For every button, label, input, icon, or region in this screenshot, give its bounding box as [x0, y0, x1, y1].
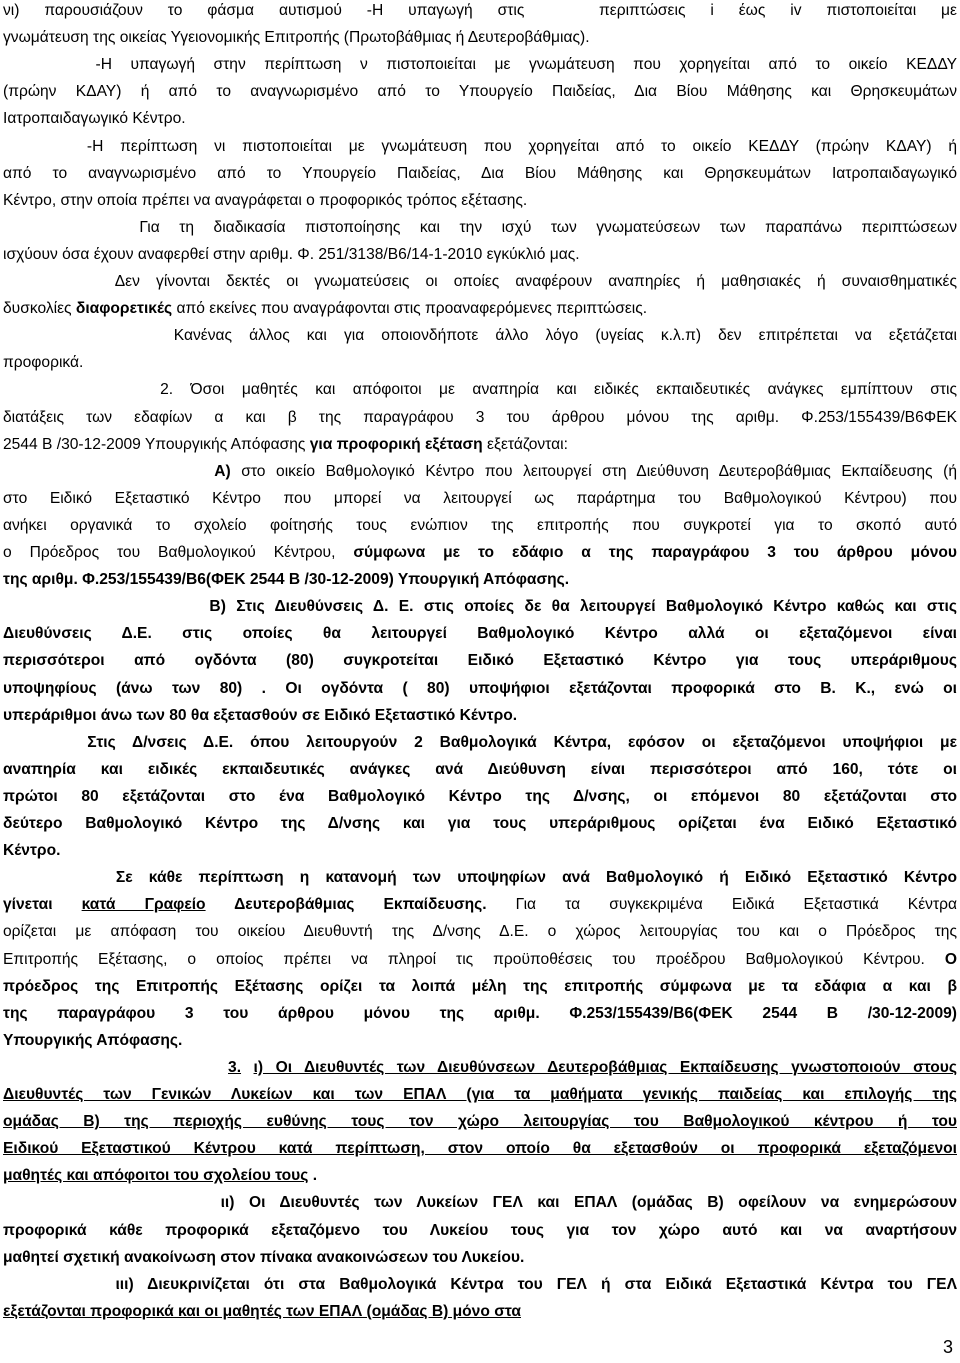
text-run: -Η υπαγωγή στην περίπτωση ν πιστοποιείται με γνωμάτευση που χορηγείται από το οικείο ΚΕΔΔΥ — [3, 56, 957, 74]
text-line — [3, 759, 957, 781]
text-run: κατά Γραφείο — [81, 896, 206, 914]
text-line — [3, 136, 957, 158]
text-line — [3, 786, 957, 808]
text-line — [3, 1220, 957, 1242]
text-run: από εκείνες που αναγράφονται στις προαναφερόμενες περιπτώσεις. — [172, 300, 648, 318]
text-line — [3, 407, 957, 429]
text-line — [3, 623, 957, 645]
text-line — [3, 894, 957, 916]
text-run: ισχύουν όσα έχουν αναφερθεί στην αριθμ. Φ. 251/3138/Β6/14-1-2010 εγκύκλιό μας. — [3, 245, 580, 263]
text-line — [3, 949, 957, 971]
text-line — [3, 1165, 957, 1187]
text-line — [3, 542, 957, 564]
text-line — [3, 217, 957, 239]
text-line — [3, 650, 957, 672]
text-run: στο οικείο Βαθμολογικό Κέντρο που λειτουργεί στη Διεύθυνση Δευτεροβάθμιας Εκπαίδευσης (ή — [230, 462, 957, 480]
text-run: Β) Στις Διευθύνσεις Δ. Ε. στις οποίες δε θα λειτουργεί Βαθμολογικό Κέντρο καθώς και στις — [3, 598, 957, 616]
text-run: προφορικά κάθε προφορικά εξεταζόμενο του Λυκείου τους για τον χώρο αυτό και να αναρτήσουν — [3, 1221, 957, 1239]
text-line — [3, 0, 957, 22]
text-run: Στις Δ/νσεις Δ.Ε. όπου λειτουργούν 2 Βαθμολογικά Κέντρα, εφόσον οι εξεταζόμενοι υποψήφιοι με — [3, 733, 957, 751]
text-line — [3, 1057, 957, 1079]
text-line — [3, 1301, 957, 1323]
page-number: 3 — [943, 1337, 954, 1357]
text-run: ο Πρόεδρος του Βαθμολογικού Κέντρου, — [3, 544, 354, 561]
text-run: αναπηρία και ειδικές εκπαιδευτικές ανάγκες ανά Διεύθυνση είναι περισσότεροι από 160, τότε οι — [3, 760, 957, 778]
text-line — [3, 596, 957, 618]
text-line — [3, 298, 957, 320]
text-run: Σε κάθε περίπτωση η κατανομή των υποψηφίων ανά Βαθμολογικό ή Ειδικό Εξεταστικό Κέντρο — [3, 869, 957, 887]
text-run: της αριθμ. Φ.253/155439/Β6(ΦΕΚ 2544 Β /30-12-2009) Υπουργική Απόφασης. — [3, 571, 570, 589]
text-line — [3, 921, 957, 943]
text-run: Για τα συγκεκριμένα Ειδικά Εξεταστικά Κέντρα — [486, 896, 957, 914]
text-line — [3, 1274, 957, 1296]
text-run: της παραγράφου 3 του άρθρου μόνου της αριθμ. Φ.253/155439/Β6(ΦΕΚ 2544 Β /30-12-2009) — [3, 1004, 957, 1022]
text-run: Α) — [214, 462, 231, 480]
text-run: Ο — [944, 950, 957, 968]
text-run: δυσκολίες — [3, 300, 76, 318]
text-line — [3, 81, 957, 103]
text-line — [3, 1003, 957, 1025]
text-line — [3, 1030, 957, 1052]
text-run: γνωμάτευση της οικείας Υγειονομικής Επιτροπής (Πρωτοβάθμιας ή Δευτεροβάθμιας). — [3, 29, 590, 47]
text-run: Ειδικού Εξεταστικού Κέντρου κατά περίπτωση, στον οποίο θα εξετασθούν οι προφορικά εξεταζόμενοι — [3, 1140, 957, 1158]
text-run: ομάδας Β) της περιοχής ευθύνης τους τον χώρο λειτουργίας του Βαθμολογικού κέντρου ή του — [3, 1113, 957, 1131]
text-line — [3, 434, 957, 456]
text-line — [3, 54, 957, 76]
text-run: 2. Όσοι μαθητές και απόφοιτοι με αναπηρία και ειδικές εκπαιδευτικές ανάγκες εμπίπτουν στις — [3, 381, 957, 399]
text-line — [3, 732, 957, 754]
text-run: -Η περίπτωση νι πιστοποιείται με γνωμάτευση που χορηγείται από το οικείο ΚΕΔΔΥ (πρώην ΚΔΑΥ) ή — [3, 137, 957, 155]
text-run: ανήκει οργανικά το σχολείο φοίτησής τους ενώπιον της επιτροπής που συγκροτεί για το σκοπό αυτό — [3, 516, 957, 534]
text-line — [3, 515, 957, 537]
text-run: . — [308, 1167, 318, 1185]
text-run: ιιι) Διευκρινίζεται ότι στα Βαθμολογικά Κέντρα του ΓΕΛ ή στα Ειδικά Εξεταστικά Κέντρα του ΓΕΛ — [115, 1275, 957, 1293]
text-run: Διευθύνσεις Δ.Ε. στις οποίες θα λειτουργεί Βαθμολογικό Κέντρο αλλά οι εξεταζόμενοι είναι — [3, 625, 957, 643]
text-run: 2544 Β /30-12-2009 Υπουργικής Απόφασης — [3, 435, 310, 453]
text-run: Διευθυντές των Γενικών Λυκείων και των ΕΠΑΛ (για τα μαθήματα γενικής παιδείας και επιλογής της — [3, 1086, 957, 1103]
text-run: για προφορική εξέταση — [309, 435, 483, 453]
text-line — [3, 1138, 957, 1160]
text-run: ι) Οι Διευθυντές των Διευθύνσεων Δευτεροβάθμιας Εκπαίδευσης γνωστοποιούν στους — [253, 1058, 957, 1076]
text-run — [3, 1059, 228, 1076]
text-line — [3, 1192, 957, 1214]
text-run: γίνεται — [3, 896, 82, 914]
text-run: μαθητεί σχετική ανακοίνωση στον πίνακα ανακοινώσεων του Λυκείου. — [3, 1248, 525, 1266]
text-run: υπεράριθμοι άνω των 80 θα εξετασθούν σε Ειδικό Εξεταστικό Κέντρο. — [3, 706, 518, 724]
text-line — [3, 325, 957, 347]
text-run: σύμφωνα με το εδάφιο α της παραγράφου 3 του άρθρου μόνου — [353, 544, 958, 561]
text-line — [3, 1111, 957, 1133]
text-run: από το αναγνωρισμένο από το Υπουργείο Παιδείας, Δια Βίου Μάθησης και Θρησκευμάτων Ιατροπαιδαγωγικό — [3, 164, 957, 182]
text-line — [3, 976, 957, 998]
text-run: Κανένας άλλος και για οποιονδήποτε άλλο λόγο (υγείας κ.λ.π) δεν επιτρέπεται να εξετάζεται — [3, 327, 957, 345]
text-run: Ιατροπαιδαγωγικό Κέντρο. — [3, 110, 186, 128]
text-run: 3. — [228, 1058, 242, 1076]
text-line — [3, 488, 957, 510]
text-run: νι) παρουσιάζουν το φάσμα αυτισμού -Η υπαγωγή στις περιπτώσεις i έως iv πιστοποιείται με — [3, 2, 957, 19]
text-line — [3, 352, 957, 374]
text-run: (πρώην ΚΔΑΥ) ή από το αναγνωρισμένο από το Υπουργείο Παιδείας, Δια Βίου Μάθησης και Θρησκευμάτων — [3, 83, 957, 101]
text-run: διαφορετικές — [75, 300, 173, 318]
text-run: Κέντρο, στην οποία πρέπει να αναγράφεται ο προφορικός τρόπος εξέτασης. — [3, 191, 528, 209]
text-run — [3, 463, 214, 480]
text-line — [3, 1084, 957, 1106]
text-run: πρώτοι 80 εξετάζονται στο ένα Βαθμολογικό Κέντρο της Δ/νσης, οι επόμενοι 80 εξετάζονται στο — [3, 787, 957, 805]
text-line — [3, 461, 957, 483]
text-line — [3, 190, 957, 212]
text-run: εξετάζονται: — [482, 435, 568, 453]
text-run: ιι) Οι Διευθυντές των Λυκείων ΓΕΛ και ΕΠΑΛ (ομάδας Β) οφείλουν να ενημερώσουν — [220, 1194, 957, 1212]
text-run: στο Ειδικό Εξεταστικό Κέντρο που μπορεί να λειτουργεί ως παράρτημα του Βαθμολογικού Κέντρου) που — [3, 489, 957, 507]
text-run: Κέντρο. — [3, 842, 61, 860]
text-run: υποψηφίους (άνω των 80) . Οι ογδόντα ( 80) υποψήφιοι εξετάζονται προφορικά στο Β. Κ., ενώ οι — [3, 679, 957, 697]
text-run — [3, 1194, 221, 1211]
text-line — [3, 379, 957, 401]
text-line — [3, 163, 957, 185]
text-run: μαθητές και απόφοιτοι του σχολείου τους — [3, 1167, 309, 1185]
text-line — [3, 840, 957, 862]
text-line — [3, 678, 957, 700]
text-line — [3, 705, 957, 727]
text-run: εξετάζονται προφορικά και οι μαθητές των ΕΠΑΛ (ομάδας Β) μόνο στα — [3, 1302, 521, 1320]
text-run: προφορικά. — [3, 354, 84, 372]
text-run — [241, 1059, 254, 1076]
text-run: Δεν γίνονται δεκτές οι γνωματεύσεις οι οποίες αναφέρουν αναπηρίες ή μαθησιακές ή συναισθηματικές — [3, 273, 957, 290]
text-run: Επιτροπής Εξέτασης, ο οποίος πρέπει να πληροί τις προϋποθέσεις του προέδρου Βαθμολογικού Κέντρου. — [3, 950, 945, 968]
text-line — [3, 244, 957, 266]
text-line — [3, 569, 957, 591]
text-run: Δευτεροβάθμιας Εκπαίδευσης. — [205, 896, 487, 914]
text-run: πρόεδρος της Επιτροπής Εξέτασης ορίζει τα λοιπά μέλη της επιτροπής σύμφωνα με τα εδάφια α και β — [3, 977, 957, 995]
text-run: Για τη διαδικασία πιστοποίησης και την ισχύ των γνωματεύσεων των παραπάνω περιπτώσεων — [3, 218, 957, 236]
text-run: ορίζεται με απόφαση του οικείου Διευθυντή της Δ/νσης Δ.Ε. ο χώρος λειτουργίας του και ο Πρόεδρος της — [3, 923, 957, 941]
text-line — [3, 27, 957, 49]
text-run: διατάξεις των εδαφίων α και β της παραγράφου 3 του άρθρου μόνου της αριθμ. Φ.253/155439/Β6ΦΕΚ — [3, 408, 957, 426]
text-run: δεύτερο Βαθμολογικό Κέντρο της Δ/νσης και για τους υπεράριθμους ορίζεται ένα Ειδικό Εξεταστικό — [3, 815, 957, 832]
text-line — [3, 867, 957, 889]
text-run — [3, 1276, 115, 1293]
text-line — [3, 813, 957, 835]
text-run: περισσότεροι από ογδόντα (80) συγκροτείται Ειδικό Εξεταστικό Κέντρο για τους υπεράριθμους — [3, 652, 957, 670]
text-run: Υπουργικής Απόφασης. — [3, 1031, 183, 1049]
text-line — [3, 1247, 957, 1269]
text-line — [3, 271, 957, 293]
text-line — [3, 108, 957, 130]
